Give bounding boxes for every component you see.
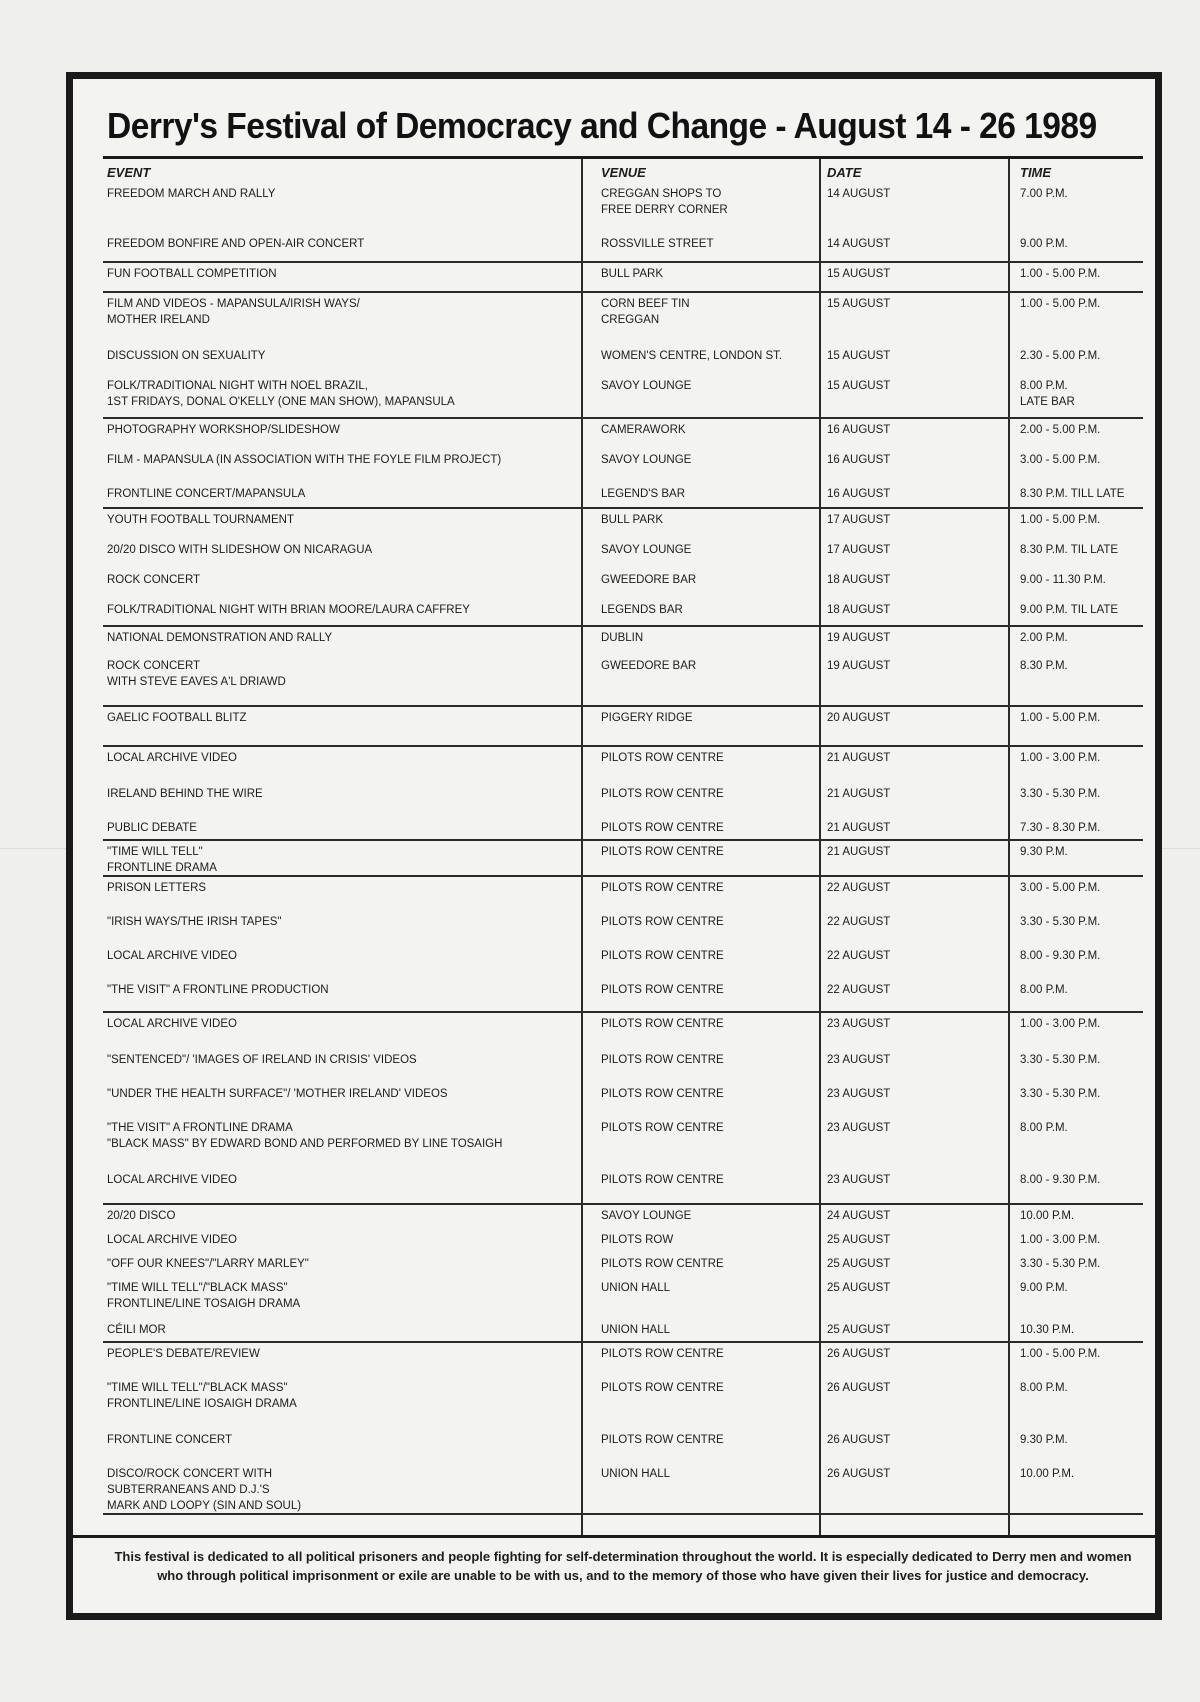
schedule-row bbox=[103, 509, 1143, 539]
event-cell: YOUTH FOOTBALL TOURNAMENT bbox=[107, 514, 295, 526]
schedule-row bbox=[103, 1229, 1143, 1253]
schedule-row bbox=[103, 1429, 1143, 1463]
date-cell: 15 AUGUST bbox=[827, 350, 891, 362]
date-cell: 22 AUGUST bbox=[827, 916, 891, 928]
date-cell: 16 AUGUST bbox=[827, 424, 891, 436]
time-cell: 9.00 P.M. bbox=[1020, 1282, 1068, 1294]
time-cell: 3.30 - 5.30 P.M. bbox=[1020, 1258, 1101, 1270]
date-cell: 17 AUGUST bbox=[827, 514, 891, 526]
event-cell: FILM AND VIDEOS - MAPANSULA/IRISH WAYS/ MOTHER IRELAND bbox=[107, 298, 360, 326]
venue-cell: PILOTS ROW CENTRE bbox=[601, 1348, 724, 1360]
date-cell: 26 AUGUST bbox=[827, 1434, 891, 1446]
event-cell: LOCAL ARCHIVE VIDEO bbox=[107, 950, 237, 962]
event-cell: LOCAL ARCHIVE VIDEO bbox=[107, 1018, 237, 1030]
header-date: DATE bbox=[827, 165, 862, 180]
event-cell: "TIME WILL TELL" FRONTLINE DRAMA bbox=[107, 846, 217, 874]
date-cell: 21 AUGUST bbox=[827, 788, 891, 800]
venue-cell: GWEEDORE BAR bbox=[601, 574, 697, 586]
dedication-text: This festival is dedicated to all political prisoners and people fighting for self-determination throughout the world. It is especially dedicated to Derry men and women who through political imprisonment or exile are unable to be with us, and to the memory of those who have given their lives for justice and democracy. bbox=[114, 1549, 1132, 1583]
schedule-frame bbox=[66, 72, 1162, 1620]
event-cell: DISCO/ROCK CONCERT WITH SUBTERRANEANS AND D.J.'S MARK AND LOOPY (SIN AND SOUL) bbox=[107, 1468, 302, 1512]
schedule-row bbox=[103, 979, 1143, 1013]
date-cell: 23 AUGUST bbox=[827, 1122, 891, 1134]
schedule-row bbox=[103, 627, 1143, 655]
venue-cell: PIGGERY RIDGE bbox=[601, 712, 693, 724]
venue-cell: CAMERAWORK bbox=[601, 424, 686, 436]
schedule-row bbox=[103, 183, 1143, 233]
event-cell: "THE VISIT" A FRONTLINE DRAMA "BLACK MASS" BY EDWARD BOND AND PERFORMED BY LINE TOSAIGH bbox=[107, 1122, 503, 1150]
event-cell: FOLK/TRADITIONAL NIGHT WITH NOEL BRAZIL, 1ST FRIDAYS, DONAL O'KELLY (ONE MAN SHOW), MAPANSULA bbox=[107, 380, 455, 408]
time-cell: 1.00 - 3.00 P.M. bbox=[1020, 1234, 1101, 1246]
time-cell: 3.30 - 5.30 P.M. bbox=[1020, 788, 1101, 800]
footer-rule bbox=[73, 1535, 1155, 1538]
header-venue: VENUE bbox=[601, 165, 646, 180]
schedule-row bbox=[103, 1205, 1143, 1229]
schedule-row bbox=[103, 419, 1143, 449]
schedule-row bbox=[103, 345, 1143, 375]
event-cell: ROCK CONCERT WITH STEVE EAVES A'L DRIAWD bbox=[107, 660, 286, 688]
time-cell: 2.00 P.M. bbox=[1020, 632, 1068, 644]
date-cell: 15 AUGUST bbox=[827, 268, 891, 280]
event-cell: "TIME WILL TELL"/"BLACK MASS" FRONTLINE/LINE IOSAIGH DRAMA bbox=[107, 1382, 297, 1410]
event-cell: FRONTLINE CONCERT/MAPANSULA bbox=[107, 488, 306, 500]
date-cell: 19 AUGUST bbox=[827, 660, 891, 672]
time-cell: 8.30 P.M. TILL LATE bbox=[1020, 488, 1125, 500]
venue-cell: PILOTS ROW CENTRE bbox=[601, 1054, 724, 1066]
schedule-row bbox=[103, 569, 1143, 599]
schedule-row bbox=[103, 707, 1143, 747]
poster-title: Derry's Festival of Democracy and Change - August 14 - 26 1989 bbox=[107, 105, 1097, 146]
schedule-row bbox=[103, 1463, 1143, 1515]
venue-cell: PILOTS ROW CENTRE bbox=[601, 1258, 724, 1270]
time-cell: 8.00 P.M. LATE BAR bbox=[1020, 380, 1075, 408]
venue-cell: PILOTS ROW CENTRE bbox=[601, 950, 724, 962]
date-cell: 26 AUGUST bbox=[827, 1382, 891, 1394]
date-cell: 19 AUGUST bbox=[827, 632, 891, 644]
header-row bbox=[103, 163, 1143, 183]
event-cell: PEOPLE'S DEBATE/REVIEW bbox=[107, 1348, 260, 1360]
time-cell: 7.30 - 8.30 P.M. bbox=[1020, 822, 1101, 834]
date-cell: 23 AUGUST bbox=[827, 1088, 891, 1100]
time-cell: 9.30 P.M. bbox=[1020, 846, 1068, 858]
time-cell: 8.30 P.M. bbox=[1020, 660, 1068, 672]
event-cell: LOCAL ARCHIVE VIDEO bbox=[107, 752, 237, 764]
date-cell: 14 AUGUST bbox=[827, 238, 891, 250]
date-cell: 21 AUGUST bbox=[827, 752, 891, 764]
time-cell: 1.00 - 5.00 P.M. bbox=[1020, 268, 1101, 280]
schedule-row bbox=[103, 1277, 1143, 1319]
venue-cell: BULL PARK bbox=[601, 268, 663, 280]
venue-cell: UNION HALL bbox=[601, 1282, 671, 1294]
event-cell: FRONTLINE CONCERT bbox=[107, 1434, 233, 1446]
schedule-row bbox=[103, 483, 1143, 509]
venue-cell: DUBLIN bbox=[601, 632, 644, 644]
date-cell: 26 AUGUST bbox=[827, 1348, 891, 1360]
title-rule bbox=[103, 156, 1143, 159]
date-cell: 25 AUGUST bbox=[827, 1324, 891, 1336]
schedule-row bbox=[103, 263, 1143, 293]
time-cell: 9.00 P.M. bbox=[1020, 238, 1068, 250]
date-cell: 22 AUGUST bbox=[827, 950, 891, 962]
schedule-row bbox=[103, 1319, 1143, 1343]
schedule-row bbox=[103, 945, 1143, 979]
event-cell: FREEDOM MARCH AND RALLY bbox=[107, 188, 276, 200]
event-cell: PUBLIC DEBATE bbox=[107, 822, 197, 834]
schedule-row bbox=[103, 1083, 1143, 1117]
schedule-row bbox=[103, 655, 1143, 707]
date-cell: 15 AUGUST bbox=[827, 380, 891, 392]
date-cell: 25 AUGUST bbox=[827, 1258, 891, 1270]
event-cell: NATIONAL DEMONSTRATION AND RALLY bbox=[107, 632, 333, 644]
venue-cell: PILOTS ROW CENTRE bbox=[601, 1018, 724, 1030]
date-cell: 25 AUGUST bbox=[827, 1282, 891, 1294]
time-cell: 8.00 P.M. bbox=[1020, 984, 1068, 996]
venue-cell: ROSSVILLE STREET bbox=[601, 238, 714, 250]
time-cell: 1.00 - 5.00 P.M. bbox=[1020, 298, 1101, 310]
event-cell: DISCUSSION ON SEXUALITY bbox=[107, 350, 266, 362]
event-cell: "IRISH WAYS/THE IRISH TAPES" bbox=[107, 916, 282, 928]
date-cell: 25 AUGUST bbox=[827, 1234, 891, 1246]
schedule-row bbox=[103, 783, 1143, 817]
venue-cell: UNION HALL bbox=[601, 1324, 671, 1336]
event-cell: "UNDER THE HEALTH SURFACE"/ 'MOTHER IRELAND' VIDEOS bbox=[107, 1088, 448, 1100]
time-cell: 10.00 P.M. bbox=[1020, 1210, 1075, 1222]
venue-cell: SAVOY LOUNGE bbox=[601, 380, 692, 392]
schedule-row bbox=[103, 1253, 1143, 1277]
schedule-row bbox=[103, 1117, 1143, 1169]
venue-cell: PILOTS ROW CENTRE bbox=[601, 822, 724, 834]
event-cell: ROCK CONCERT bbox=[107, 574, 201, 586]
venue-cell: PILOTS ROW CENTRE bbox=[601, 882, 724, 894]
time-cell: 1.00 - 5.00 P.M. bbox=[1020, 514, 1101, 526]
venue-cell: CREGGAN SHOPS TO FREE DERRY CORNER bbox=[601, 188, 728, 216]
time-cell: 8.00 - 9.30 P.M. bbox=[1020, 950, 1101, 962]
schedule-row bbox=[103, 1343, 1143, 1377]
time-cell: 8.00 P.M. bbox=[1020, 1382, 1068, 1394]
schedule-row bbox=[103, 233, 1143, 263]
time-cell: 9.30 P.M. bbox=[1020, 1434, 1068, 1446]
time-cell: 3.30 - 5.30 P.M. bbox=[1020, 1054, 1101, 1066]
time-cell: 1.00 - 3.00 P.M. bbox=[1020, 752, 1101, 764]
date-cell: 14 AUGUST bbox=[827, 188, 891, 200]
date-cell: 22 AUGUST bbox=[827, 984, 891, 996]
venue-cell: GWEEDORE BAR bbox=[601, 660, 697, 672]
schedule-row bbox=[103, 841, 1143, 877]
header-event: EVENT bbox=[107, 165, 151, 180]
event-cell: FUN FOOTBALL COMPETITION bbox=[107, 268, 277, 280]
time-cell: 3.00 - 5.00 P.M. bbox=[1020, 454, 1101, 466]
schedule-row bbox=[103, 911, 1143, 945]
date-cell: 16 AUGUST bbox=[827, 454, 891, 466]
event-cell: IRELAND BEHIND THE WIRE bbox=[107, 788, 263, 800]
date-cell: 23 AUGUST bbox=[827, 1018, 891, 1030]
date-cell: 21 AUGUST bbox=[827, 822, 891, 834]
time-cell: 9.00 P.M. TIL LATE bbox=[1020, 604, 1119, 616]
event-cell: 20/20 DISCO bbox=[107, 1210, 176, 1222]
date-cell: 18 AUGUST bbox=[827, 574, 891, 586]
date-cell: 26 AUGUST bbox=[827, 1468, 891, 1480]
time-cell: 9.00 - 11.30 P.M. bbox=[1020, 574, 1106, 586]
time-cell: 8.30 P.M. TIL LATE bbox=[1020, 544, 1119, 556]
schedule-row bbox=[103, 1013, 1143, 1049]
venue-cell: SAVOY LOUNGE bbox=[601, 454, 692, 466]
time-cell: 10.00 P.M. bbox=[1020, 1468, 1075, 1480]
event-cell: PRISON LETTERS bbox=[107, 882, 207, 894]
date-cell: 22 AUGUST bbox=[827, 882, 891, 894]
schedule-row bbox=[103, 747, 1143, 783]
date-cell: 24 AUGUST bbox=[827, 1210, 891, 1222]
venue-cell: CORN BEEF TIN CREGGAN bbox=[601, 298, 690, 326]
event-cell: "THE VISIT" A FRONTLINE PRODUCTION bbox=[107, 984, 329, 996]
schedule-row bbox=[103, 817, 1143, 841]
venue-cell: BULL PARK bbox=[601, 514, 663, 526]
schedule-row bbox=[103, 449, 1143, 483]
time-cell: 7.00 P.M. bbox=[1020, 188, 1068, 200]
date-cell: 18 AUGUST bbox=[827, 604, 891, 616]
venue-cell: LEGEND'S BAR bbox=[601, 488, 685, 500]
schedule-row bbox=[103, 539, 1143, 569]
time-cell: 2.30 - 5.00 P.M. bbox=[1020, 350, 1101, 362]
venue-cell: WOMEN'S CENTRE, LONDON ST. bbox=[601, 350, 783, 362]
time-cell: 3.30 - 5.30 P.M. bbox=[1020, 916, 1101, 928]
event-cell: GAELIC FOOTBALL BLITZ bbox=[107, 712, 247, 724]
venue-cell: PILOTS ROW CENTRE bbox=[601, 984, 724, 996]
event-cell: "SENTENCED"/ 'IMAGES OF IRELAND IN CRISIS' VIDEOS bbox=[107, 1054, 417, 1066]
schedule-row bbox=[103, 1049, 1143, 1083]
time-cell: 3.30 - 5.30 P.M. bbox=[1020, 1088, 1101, 1100]
time-cell: 10.30 P.M. bbox=[1020, 1324, 1075, 1336]
time-cell: 8.00 - 9.30 P.M. bbox=[1020, 1174, 1101, 1186]
venue-cell: LEGENDS BAR bbox=[601, 604, 683, 616]
venue-cell: PILOTS ROW CENTRE bbox=[601, 752, 724, 764]
venue-cell: SAVOY LOUNGE bbox=[601, 1210, 692, 1222]
date-cell: 17 AUGUST bbox=[827, 544, 891, 556]
event-cell: PHOTOGRAPHY WORKSHOP/SLIDESHOW bbox=[107, 424, 340, 436]
event-cell: LOCAL ARCHIVE VIDEO bbox=[107, 1174, 237, 1186]
schedule-row bbox=[103, 877, 1143, 911]
schedule-row bbox=[103, 293, 1143, 345]
event-cell: FREEDOM BONFIRE AND OPEN-AIR CONCERT bbox=[107, 238, 365, 250]
schedule-row bbox=[103, 1377, 1143, 1429]
venue-cell: PILOTS ROW CENTRE bbox=[601, 1174, 724, 1186]
header-time: TIME bbox=[1020, 165, 1052, 180]
time-cell: 3.00 - 5.00 P.M. bbox=[1020, 882, 1101, 894]
schedule-table bbox=[103, 163, 1143, 1515]
venue-cell: SAVOY LOUNGE bbox=[601, 544, 692, 556]
venue-cell: PILOTS ROW CENTRE bbox=[601, 1122, 724, 1134]
date-cell: 23 AUGUST bbox=[827, 1054, 891, 1066]
time-cell: 1.00 - 3.00 P.M. bbox=[1020, 1018, 1101, 1030]
event-cell: FOLK/TRADITIONAL NIGHT WITH BRIAN MOORE/LAURA CAFFREY bbox=[107, 604, 470, 616]
schedule-row bbox=[103, 375, 1143, 419]
date-cell: 15 AUGUST bbox=[827, 298, 891, 310]
venue-cell: PILOTS ROW CENTRE bbox=[601, 1382, 724, 1394]
venue-cell: PILOTS ROW CENTRE bbox=[601, 1434, 724, 1446]
time-cell: 8.00 P.M. bbox=[1020, 1122, 1068, 1134]
schedule-row bbox=[103, 599, 1143, 627]
time-cell: 2.00 - 5.00 P.M. bbox=[1020, 424, 1101, 436]
event-cell: CÉILI MOR bbox=[107, 1324, 166, 1336]
venue-cell: PILOTS ROW CENTRE bbox=[601, 846, 724, 858]
event-cell: "OFF OUR KNEES"/"LARRY MARLEY" bbox=[107, 1258, 309, 1270]
date-cell: 23 AUGUST bbox=[827, 1174, 891, 1186]
venue-cell: PILOTS ROW CENTRE bbox=[601, 1088, 724, 1100]
event-cell: FILM - MAPANSULA (IN ASSOCIATION WITH THE FOYLE FILM PROJECT) bbox=[107, 454, 502, 466]
date-cell: 20 AUGUST bbox=[827, 712, 891, 724]
venue-cell: UNION HALL bbox=[601, 1468, 671, 1480]
event-cell: 20/20 DISCO WITH SLIDESHOW ON NICARAGUA bbox=[107, 544, 373, 556]
date-cell: 16 AUGUST bbox=[827, 488, 891, 500]
venue-cell: PILOTS ROW CENTRE bbox=[601, 788, 724, 800]
event-cell: "TIME WILL TELL"/"BLACK MASS" FRONTLINE/LINE TOSAIGH DRAMA bbox=[107, 1282, 301, 1310]
event-cell: LOCAL ARCHIVE VIDEO bbox=[107, 1234, 237, 1246]
venue-cell: PILOTS ROW CENTRE bbox=[601, 916, 724, 928]
date-cell: 21 AUGUST bbox=[827, 846, 891, 858]
time-cell: 1.00 - 5.00 P.M. bbox=[1020, 1348, 1101, 1360]
time-cell: 1.00 - 5.00 P.M. bbox=[1020, 712, 1101, 724]
schedule-row bbox=[103, 1169, 1143, 1205]
venue-cell: PILOTS ROW bbox=[601, 1234, 674, 1246]
